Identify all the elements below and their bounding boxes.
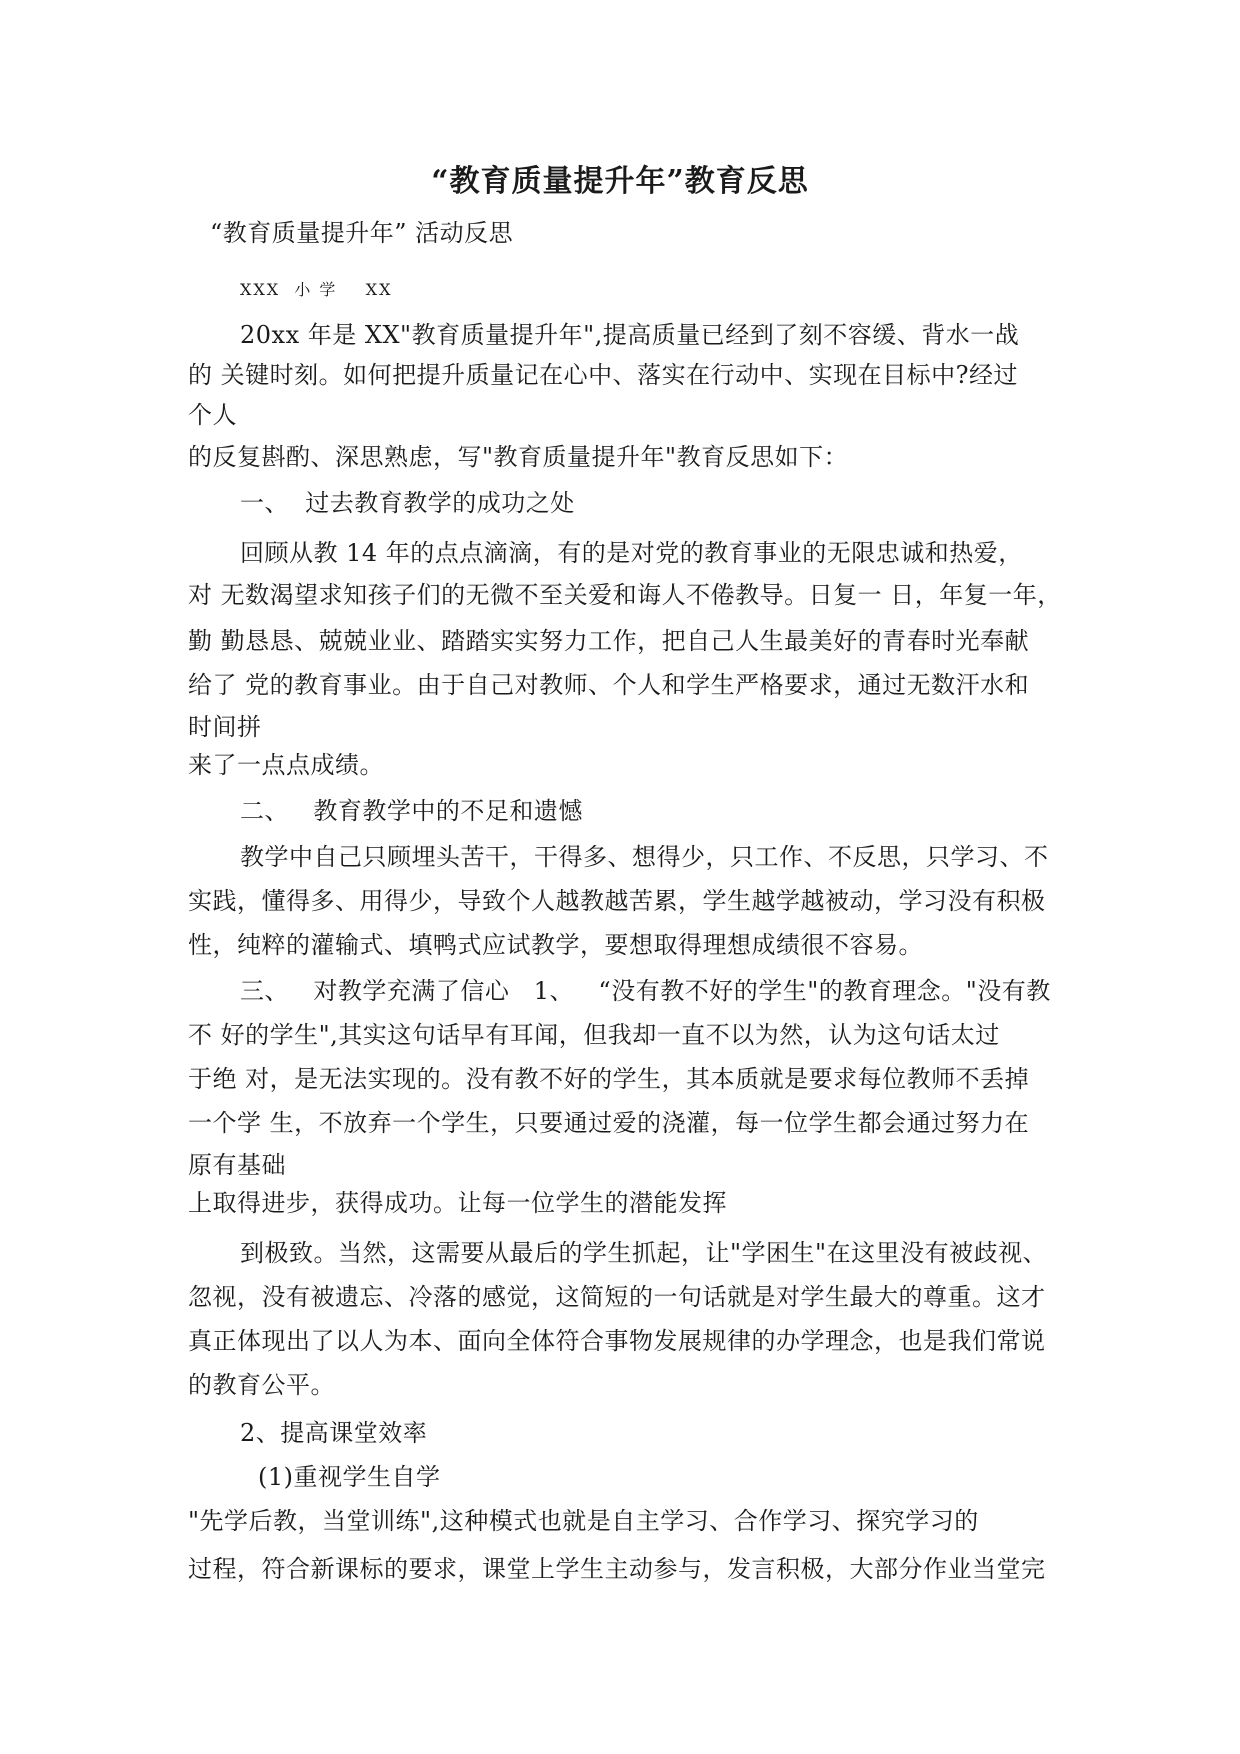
paragraph-line: 时间拼 xyxy=(188,713,262,741)
paragraph-line: 上取得进步，获得成功。让每一位学生的潜能发挥 xyxy=(188,1189,727,1217)
paragraph-line: 一个学 生，不放弃一个学生，只要通过爱的浇灌，每一位学生都会通过努力在 xyxy=(188,1109,1030,1137)
paragraph-line: 回顾从教 14 年的点点滴滴，有的是对党的教育事业的无限忠诚和热爱， xyxy=(240,539,1023,567)
paragraph-line: 忽视，没有被遗忘、冷落的感觉，这简短的一句话就是对学生最大的尊重。这才 xyxy=(188,1283,1046,1311)
paragraph-line: 的反复斟酌、深思熟虑，写"教育质量提升年"教育反思如下： xyxy=(188,443,849,471)
paragraph-line: 来了一点点成绩。 xyxy=(188,751,384,779)
paragraph-line: 性，纯粹的灌输式、填鸭式应试教学，要想取得理想成绩很不容易。 xyxy=(188,931,923,959)
paragraph-line: 个人 xyxy=(188,401,237,429)
paragraph-line: 给了 党的教育事业。由于自己对教师、个人和学生严格要求，通过无数汗水和 xyxy=(188,671,1030,699)
paragraph-line: 教学中自己只顾埋头苦干，干得多、想得少，只工作、不反思，只学习、不 xyxy=(240,843,1049,871)
paragraph-line: 对 无数渴望求知孩子们的无微不至关爱和诲人不倦教导。日复一 日，年复一年， xyxy=(188,581,1062,609)
section-heading: 三、 对教学充满了信心 1、 “没有教不好的学生"的教育理念。"没有教 xyxy=(240,977,1051,1005)
paragraph-line: 实践，懂得多、用得少，导致个人越教越苦累，学生越学越被动，学习没有积极 xyxy=(188,887,1046,915)
paragraph-line: 到极致。当然，这需要从最后的学生抓起，让"学困生"在这里没有被歧视、 xyxy=(240,1239,1048,1267)
paragraph-line: 原有基础 xyxy=(188,1151,286,1179)
paragraph-line: 的 关键时刻。如何把提升质量记在心中、落实在行动中、实现在目标中?经过 xyxy=(188,361,1018,389)
paragraph-line: 20xx 年是 XX"教育质量提升年",提高质量已经到了刻不容缓、背水一战 xyxy=(240,321,1020,349)
author-line: XXX 小 学 XX xyxy=(240,280,393,299)
paragraph-line: 的教育公平。 xyxy=(188,1371,335,1399)
paragraph-line: 真正体现出了以人为本、面向全体符合事物发展规律的办学理念，也是我们常说 xyxy=(188,1327,1046,1355)
paragraph-line: 不 好的学生",其实这句话早有耳闻，但我却一直不以为然，认为这句话太过 xyxy=(188,1021,1000,1049)
section-heading: 二、 教育教学中的不足和遗憾 xyxy=(240,797,583,825)
document-title: “教育质量提升年”教育反思 xyxy=(431,164,809,199)
subsection-heading: 2、提高课堂效率 xyxy=(240,1419,428,1447)
paragraph-line: "先学后教，当堂训练",这种模式也就是自主学习、合作学习、探究学习的 xyxy=(188,1507,979,1535)
paragraph-line: 过程，符合新课标的要求，课堂上学生主动参与，发言积极，大部分作业当堂完 xyxy=(188,1555,1046,1583)
paragraph-line: 于绝 对，是无法实现的。没有教不好的学生，其本质就是要求每位教师不丢掉 xyxy=(188,1065,1030,1093)
subtitle: “教育质量提升年” 活动反思 xyxy=(210,219,514,247)
subsection-heading: (1)重视学生自学 xyxy=(258,1463,441,1491)
section-heading: 一、 过去教育教学的成功之处 xyxy=(240,489,575,517)
paragraph-line: 勤 勤恳恳、兢兢业业、踏踏实实努力工作，把自己人生最美好的青春时光奉献 xyxy=(188,627,1030,655)
